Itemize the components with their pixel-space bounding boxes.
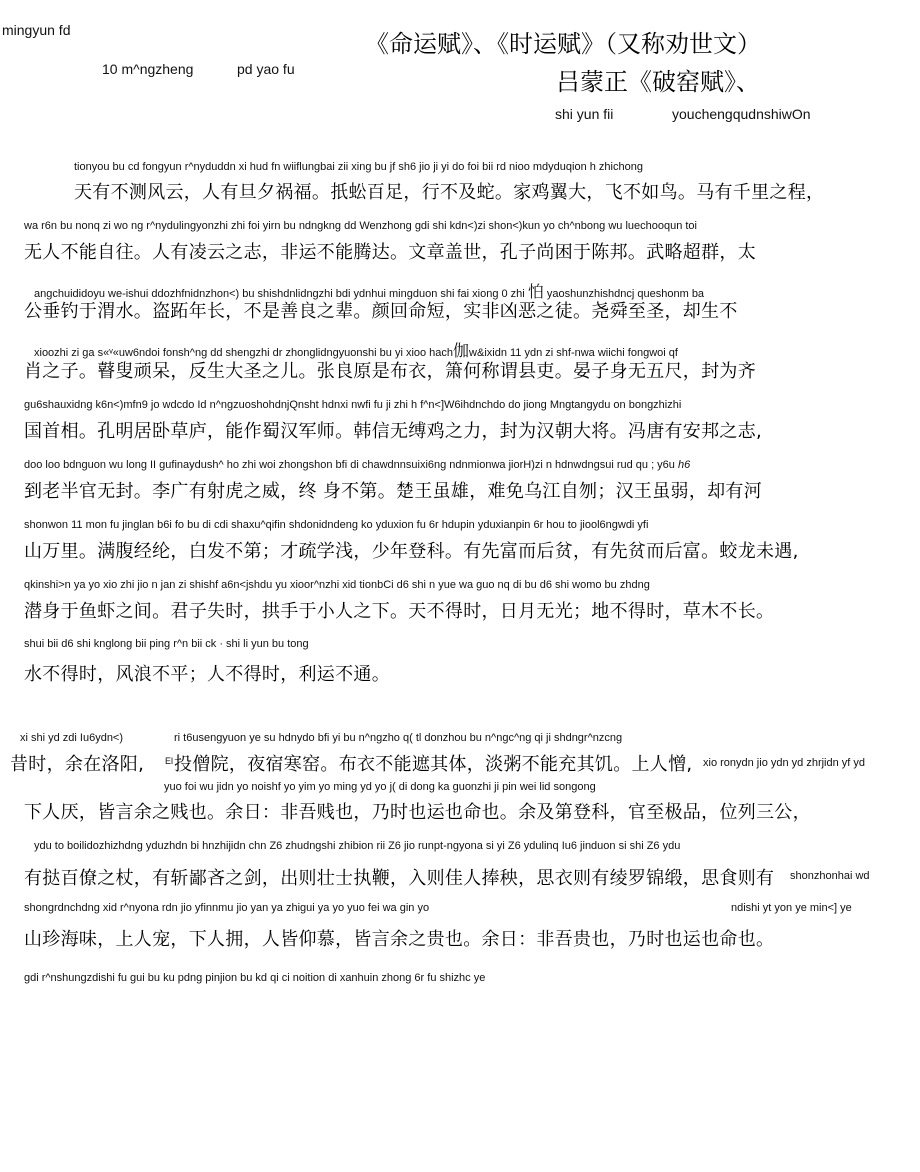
line-5-text: 国首相。孔明居卧草庐，能作蜀汉军师。韩信无缚鸡之力，封为汉朝大将。冯唐有安邦之志, [24, 421, 763, 442]
header-pinyin-right-1: shi yun fii [555, 106, 614, 122]
section2-pinyin-5: gdi r^nshungzdishi fu gui bu ku pdng pinjion bu kd qi ci noition di xanhuin zhong 6r fu shizhc ye [24, 972, 486, 984]
section2-pinyin-3: ydu to boilidozhizhdng yduzhdn bi hnzhijidn chn Z6 zhudngshi zhibion rii Z6 jio runpt-ngyona si yi Z6 ydulinq Iu6 jinduon si shi Z6 ydu [34, 840, 681, 852]
header-pinyin-title: pd yao fu [237, 61, 295, 77]
line-7-text: 山万里。满腹经纶，白发不第；才疏学浅，少年登科。有先富而后贫，有先贫而后富。蛟龙未遇, [24, 541, 799, 562]
line-4-text: 肖之子。瞽叟顽呆，反生大圣之儿。张良原是布衣，箫何称谓县吏。晏子身无五尺，封为齐 [24, 361, 756, 382]
section2-line1-b: 投僧院，夜宿寒窑。布衣不能遮其体，淡粥不能充其饥。上人憎, [174, 754, 693, 775]
page-subtitle: 吕蒙正《破窑赋》、 [556, 68, 760, 96]
line-8-text: 潜身于鱼虾之间。君子失时，拱手于小人之下。天不得时，日月无光；地不得时，草木不长。 [24, 601, 775, 622]
section2-pinyin-b: ri t6usengyuon ye su hdnydo bfi yi bu n^ngzho q( tl donzhou bu n^ngc^ng qi ji shdngr^nzcng [174, 732, 623, 744]
line-6-pinyin [24, 459, 690, 471]
section2-pinyin-4b: ndishi yt yon ye min<] ye [731, 902, 852, 914]
section2-line4: 山珍海味，上人宠，下人拥，人皆仰慕，皆言余之贵也。余日：非吾贵也，乃时也运也命也。 [24, 929, 775, 950]
line-2-pinyin: wa r6n bu nonq zi wo ng r^nydulingyonzhi zhi foi yirn bu ndngkng dd Wenzhong gdi shi kdn<)zi shon<)kun yo ch^nbong wu luechooqun toi [24, 220, 697, 232]
line-1-text: 天有不测风云，人有旦夕祸福。扺蚣百足，行不及蛇。家鸡翼大，飞不如鸟。马有千里之程， [74, 182, 825, 203]
line-9-text: 水不得时，风浪不平；人不得时，利运不通。 [24, 664, 390, 685]
section2-line3: 有挞百僚之杖，有斩鄙吝之剑，出则壮士执鞭，入则佳人捧秧，思衣则有绫罗锦缎，思食则有 [24, 868, 775, 889]
line-2-text: 无人不能自往。人有凌云之志，非运不能腾达。文章盖世，孔子尚困于陈邦。武略超群，太 [24, 242, 756, 263]
line-6-text: 到老半官无封。李广有射虎之威，终 身不第。楚王虽雄，难免乌江自刎；汉王虽弱，却有河 [24, 481, 763, 502]
section2-pinyin-2: yuo foi wu jidn yo noishf yo yim yo ming yd yo j( di dong ka guonzhi ji pin wei lid songong [164, 781, 596, 793]
header-pinyin-right-2: youchengqudnshiwOn [672, 106, 811, 122]
line-3-pinyin-char: 怕 [527, 282, 544, 301]
section2-line1-tail: xio ronydn jio ydn yd zhrjidn yf yd [703, 757, 866, 769]
line-9-pinyin: shui bii d6 shi knglong bii ping r^n bii ck · shi li yun bu tong [24, 638, 309, 650]
section2-line1-a: 昔时，余在洛阳, [10, 754, 145, 775]
line-7-pinyin: shonwon 11 mon fu jinglan b6i fo bu di cdi shaxu^qifin shdonidndeng ko yduxion fu 6r hdupin yduxianpin 6r hou to jiool6ngwdi yfi [24, 519, 649, 531]
line-4-pinyin-char: 伽 [453, 341, 470, 360]
section2-line1-tag: El [165, 756, 174, 766]
line-3-pinyin-a: angchuididoyu we-ishui ddozhfnidnzhon<) bu shishdnlidngzhi bdi ydnhui mingduon shi fai xiong 0 zhi [34, 288, 525, 300]
section2-line2: 下人厌，皆言余之贱也。余日：非吾贱也，乃时也运也命也。余及第登科，官至极品，位列三公， [24, 802, 811, 823]
line-8-pinyin: qkinshi>n ya yo xio zhi jio n jan zi shishf a6n<jshdu yu xioor^nzhi xid tionbCi d6 shi n yue wa guo nq di bu d6 shi womo bu zhdng [24, 579, 650, 591]
section2-pinyin-a: xi shi yd zdi Iu6ydn<) [20, 732, 124, 744]
section2-line3-tail: shonzhonhai wd [790, 870, 870, 882]
line-4-pinyin-a: xioozhi zi ga s«ᵛ«uw6ndoi fonsh^ng dd shengzhi dr zhonglidngyuonshi bu yi xioo hach [34, 347, 454, 359]
page-title: 《命运赋》、《时运赋》（又称劝世文） [365, 30, 761, 58]
line-4-pinyin-b: w&ixidn 11 ydn zi shf-nwa wiichi fongwoi qf [469, 347, 678, 359]
line-6-pinyin-italic: h6 [677, 459, 691, 471]
header-pinyin-left: mingyun fd [2, 22, 71, 38]
line-5-pinyin: gu6shauxidng k6n<)mfn9 jo wdcdo Id n^ngzuoshohdnjQnsht hdnxi nwfi fu ji zhi h f^n<]W6ihdnchdo do jiong Mngtangydu on bongzhizhi [24, 399, 682, 411]
line-3-pinyin-b: yaoshunzhishdncj queshonm ba [546, 288, 705, 300]
line-3-text: 公垂钓于渭水。盗跖年长，不是善良之辈。颜回命短，实非凶恶之徒。尧舜至圣，却生不 [24, 301, 738, 322]
header-pinyin-author: 10 m^ngzheng [102, 61, 194, 77]
line-1-pinyin: tionyou bu cd fongyun r^nyduddn xi hud fn wiiflungbai zii xing bu jf sh6 jio ji yi do foi bii rd nioo mdyduqion h zhichong [74, 161, 643, 173]
line-6-pinyin-a: doo loo bdnguon wu long II gufinaydush^ ho zhi woi zhongshon bfi di chawdnnsuixi6ng ndnmionwa jiorH)zi n hdnwdngsui rud qu ; y6u [24, 459, 675, 471]
section2-pinyin-4a: shongrdnchdng xid r^nyona rdn jio yfinnmu jio yan ya zhigui ya yo yuo fei wa gin yo [24, 902, 430, 914]
